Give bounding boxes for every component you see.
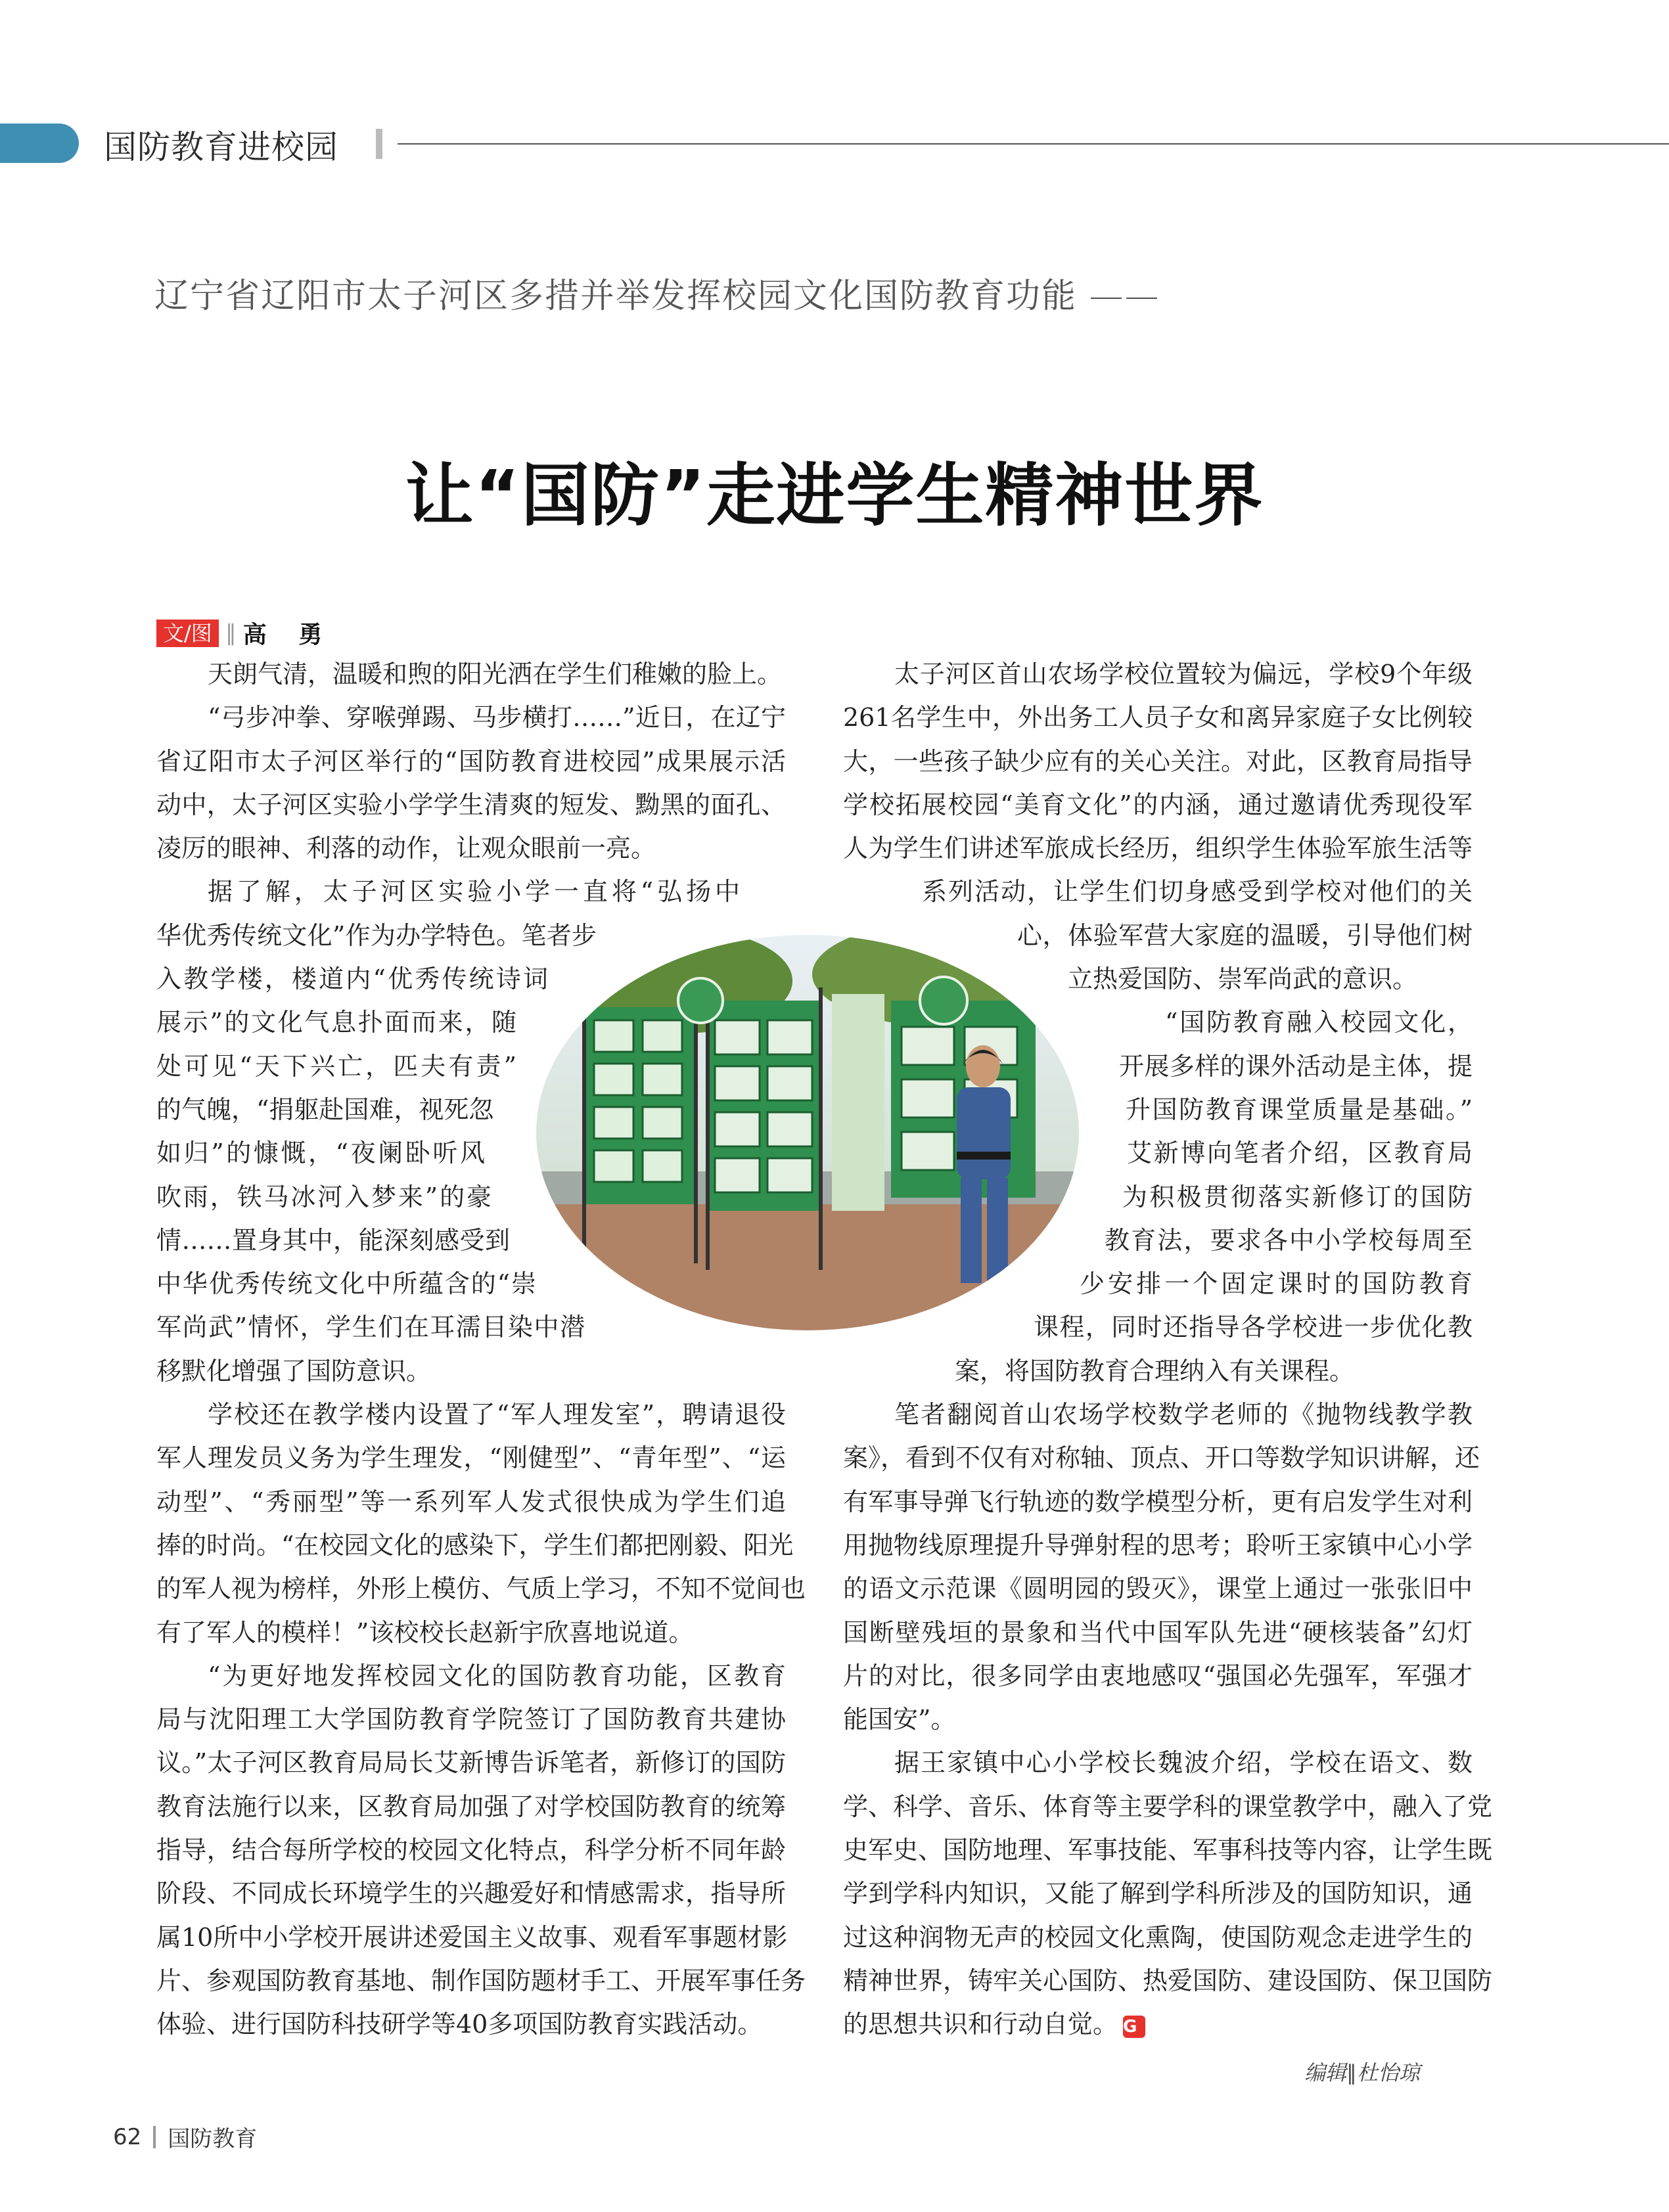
editor-credit: 编辑∥杜怡琼 (1304, 2060, 1421, 2085)
text-line: 省辽阳市太子河区举行的“国防教育进校园”成果展示活 (156, 746, 786, 776)
text-line: 有军事导弹飞行轨迹的数学模型分析，更有启发学生对利 (843, 1487, 1473, 1516)
magazine-name: 国防教育 (168, 2126, 258, 2152)
text-line: 片、参观国防教育基地、制作国防题材手工、开展军事任务 (156, 1966, 806, 1995)
text-line: 学到学科内知识，又能了解到学科所涉及的国防知识，通 (843, 1879, 1473, 1908)
text-line: 系列活动，让学生们切身感受到学校对他们的关 (922, 877, 1473, 907)
section-divider (376, 129, 382, 159)
text-line: 军人理发员义务为学生理发，“刚健型”、“青年型”、“运 (156, 1443, 786, 1473)
text-line: 教育法，要求各中小学校每周至 (1105, 1225, 1473, 1255)
photo-illustration (536, 935, 1079, 1330)
text-line: 据王家镇中心小学校长魏波介绍，学校在语文、数 (894, 1748, 1473, 1778)
right-column (843, 652, 1493, 2046)
section-tab (0, 124, 79, 163)
text-line: 捧的时尚。“在校园文化的感染下，学生们都把刚毅、阳光 (156, 1530, 794, 1560)
page-footer (113, 2121, 257, 2153)
text-line: 指导，结合每所学校的校园文化特点，科学分析不同年龄 (156, 1836, 786, 1865)
text-line: 用抛物线原理提升导弹射程的思考；聆听王家镇中心小学 (843, 1530, 1473, 1560)
text-line: 少安排一个固定课时的国防教育 (1080, 1269, 1473, 1299)
text-line: 议。”太子河区教育局局长艾新博告诉笔者，新修订的国防 (156, 1748, 786, 1778)
section-title: 国防教育进校园 (104, 128, 338, 166)
text-line: 立热爱国防、崇军尚武的意识。 (1068, 964, 1418, 994)
text-line: 展示”的文化气息扑面而来，随 (156, 1008, 516, 1037)
text-line: 据了解，太子河区实验小学一直将“弘扬中 (208, 877, 740, 907)
header-rule (398, 143, 1669, 145)
article-photo (536, 935, 1079, 1330)
text-line: 为积极贯彻落实新修订的国防 (1122, 1182, 1473, 1211)
text-line: 属10所中小学校开展讲述爱国主义故事、观看军事题材影 (156, 1922, 788, 1952)
byline (156, 616, 334, 650)
text-line: 华优秀传统文化”作为办学特色。笔者步 (156, 920, 597, 950)
text-line: 能国安”。 (843, 1705, 956, 1734)
text-line: 学校还在教学楼内设置了“军人理发室”，聘请退役 (208, 1400, 786, 1430)
text-line: 过这种润物无声的校园文化熏陶，使国防观念走进学生的 (843, 1922, 1473, 1952)
final-text: 的思想共识和行动自觉。 (843, 2010, 1118, 2039)
text-line: 入教学楼，楼道内“优秀传统诗词 (156, 964, 548, 994)
text-line: 心，体验军营大家庭的温暖，引导他们树 (1017, 920, 1473, 950)
text-line: 艾新博向笔者介绍，区教育局 (1127, 1139, 1473, 1168)
text-line: 的语文示范课《圆明园的毁灭》，课堂上通过一张张旧中 (843, 1574, 1473, 1604)
text-line: 精神世界，铸牢关心国防、热爱国防、建设国防、保卫国防 (843, 1966, 1493, 1995)
text-line: 国断壁残垣的景象和当代中国军队先进“硬核装备”幻灯 (843, 1617, 1473, 1647)
byline-separator: ∥ (225, 620, 237, 646)
text-line: 案，将国防教育合理纳入有关课程。 (955, 1356, 1355, 1386)
byline-author: 高 勇 (242, 621, 334, 648)
text-line: “弓步冲拳、穿喉弹踢、马步横打……”近日，在辽宁 (208, 703, 786, 733)
article-subtitle: 辽宁省辽阳市太子河区多措并举发挥校园文化国防教育功能 —— (154, 277, 1160, 316)
text-line: 片的对比，很多同学由衷地感叹“强国必先强军，军强才 (843, 1661, 1473, 1690)
article-title: 让“国防”走进学生精神世界 (405, 455, 1264, 535)
text-line: 学校拓展校园“美育文化”的内涵，通过邀请优秀现役军 (843, 790, 1473, 819)
text-line: 动型”、“秀丽型”等一系列军人发式很快成为学生们追 (156, 1487, 786, 1516)
text-line: 天朗气清，温暖和煦的阳光洒在学生们稚嫩的脸上。 (208, 660, 783, 688)
text-line: 军尚武”情怀，学生们在耳濡目染中潜 (156, 1313, 585, 1342)
text-line: 开展多样的课外活动是主体，提 (1119, 1051, 1473, 1081)
text-line: 吹雨，铁马冰河入梦来”的豪 (156, 1182, 492, 1211)
text-line: 大，一些孩子缺少应有的关心关注。对此，区教育局指导 (843, 746, 1473, 776)
text-line: 处可见“天下兴亡，匹夫有责” (156, 1051, 516, 1081)
text-line: 教育法施行以来，区教育局加强了对学校国防教育的统筹 (156, 1792, 786, 1821)
text-line: 升国防教育课堂质量是基础。” (1126, 1095, 1473, 1124)
text-line: “为更好地发挥校园文化的国防教育功能，区教育 (208, 1661, 786, 1690)
byline-tag: 文/图 (156, 620, 219, 647)
text-line: 案》，看到不仅有对称轴、顶点、开口等数学知识讲解，还 (843, 1443, 1480, 1473)
text-line: 动中，太子河区实验小学学生清爽的短发、黝黑的面孔、 (156, 790, 786, 819)
text-line: 史军史、国防地理、军事技能、军事科技等内容，让学生既 (843, 1836, 1493, 1865)
text-line: 笔者翻阅首山农场学校数学老师的《抛物线教学教 (894, 1400, 1473, 1430)
text-line-final (843, 2002, 1473, 2046)
text-line: 凌厉的眼神、利落的动作，让观众眼前一亮。 (156, 834, 656, 863)
text-line: 太子河区首山农场学校位置较为偏远，学校9个年级 (894, 660, 1473, 688)
end-mark-icon: G (1123, 2016, 1145, 2038)
text-line: “国防教育融入校园文化， (1165, 1008, 1473, 1037)
left-column (156, 652, 806, 2046)
page-number: 62 (113, 2123, 142, 2150)
text-line: 的军人视为榜样，外形上模仿、气质上学习，不知不觉间也 (156, 1574, 806, 1604)
text-line: 的气魄，“捐躯赴国难，视死忽 (156, 1095, 494, 1124)
text-line: 课程，同时还指导各学校进一步优化教 (1034, 1313, 1473, 1342)
text-line: 学、科学、音乐、体育等主要学科的课堂教学中，融入了党 (843, 1792, 1493, 1821)
text-line: 有了军人的模样！”该校校长赵新宇欣喜地说道。 (156, 1617, 694, 1647)
text-line: 如归”的慷慨，“夜阑卧听风 (156, 1139, 485, 1168)
text-line: 移默化增强了国防意识。 (156, 1356, 432, 1386)
footer-divider (153, 2126, 156, 2148)
text-line: 261名学生中，外出务工人员子女和离异家庭子女比例较 (843, 703, 1473, 733)
text-line: 局与沈阳理工大学国防教育学院签订了国防教育共建协 (156, 1705, 786, 1734)
text-line: 中华优秀传统文化中所蕴含的“崇 (156, 1269, 536, 1299)
text-line: 阶段、不同成长环境学生的兴趣爱好和情感需求，指导所 (156, 1879, 786, 1908)
text-line: 体验、进行国防科技研学等40多项国防教育实践活动。 (156, 2010, 763, 2039)
text-line: 情……置身其中，能深刻感受到 (156, 1225, 510, 1255)
text-line: 人为学生们讲述军旅成长经历，组织学生体验军旅生活等 (843, 834, 1473, 863)
